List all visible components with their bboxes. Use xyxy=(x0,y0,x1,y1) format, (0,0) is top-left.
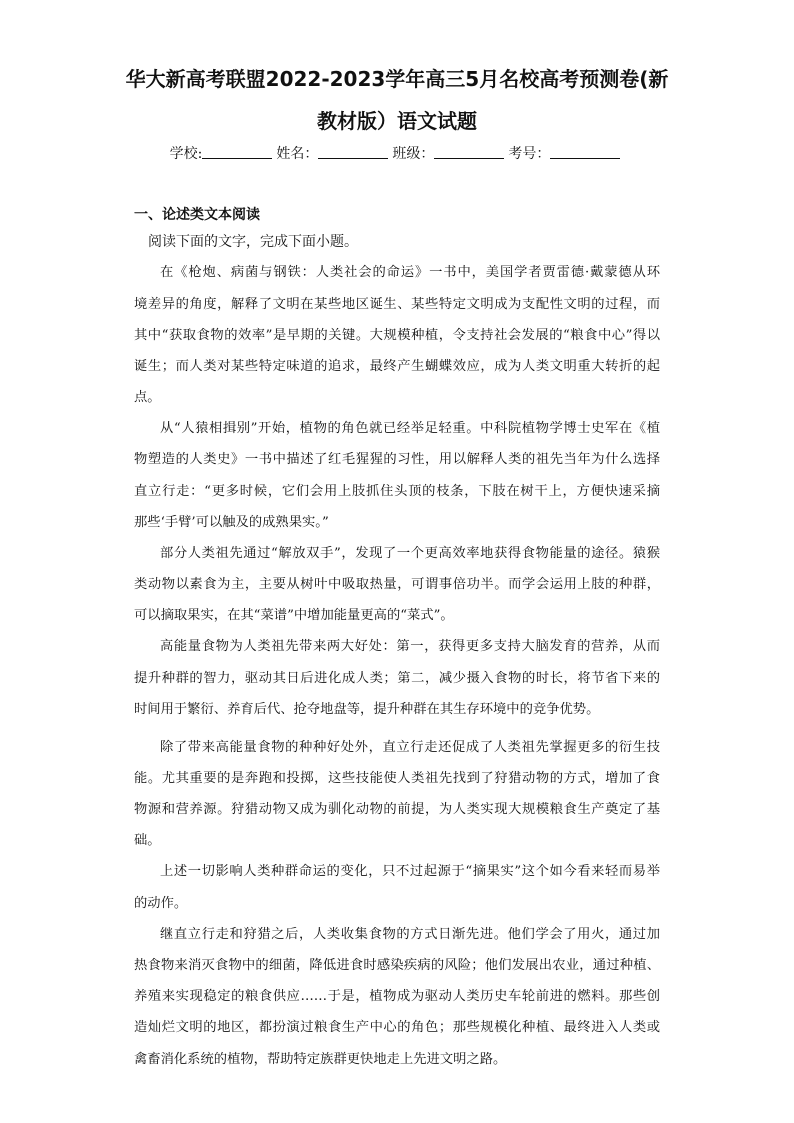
passage-line: 类动物以素食为主，主要从树叶中吸取热量，可谓事倍功半。而学会运用上肢的种群， xyxy=(134,577,660,592)
passage-line: 高能量食物为人类祖先带来两大好处：第一，获得更多支持大脑发育的营养，从而 xyxy=(160,639,660,654)
passage-line: 直立行走：“更多时候，它们会用上肢抓住头顶的枝条，下肢在树干上，方便快速采摘 xyxy=(134,484,660,499)
passage-line: 养殖来实现稳定的粮食供应……于是，植物成为驱动人类历史车轮前进的燃料。那些创 xyxy=(134,989,660,1004)
passage-line: 除了带来高能量食物的种种好处外，直立行走还促成了人类祖先掌握更多的衍生技 xyxy=(160,740,660,755)
passage-line: 点。 xyxy=(134,390,161,405)
class-label: 班级： xyxy=(392,146,435,162)
passage-line: 上述一切影响人类种群命运的变化，只不过起源于“摘果实”这个如今看来轻而易举 xyxy=(160,864,660,879)
number-label: 考号： xyxy=(508,146,551,162)
passage-line: 在《枪炮、病菌与钢铁：人类社会的命运》一书中，美国学者贾雷德·戴蒙德从环 xyxy=(160,265,660,280)
passage-line: 础。 xyxy=(134,833,161,848)
passage-line: 物源和营养源。狩猎动物又成为驯化动物的前提，为人类实现大规模粮食生产奠定了基 xyxy=(134,802,660,817)
passage-line: 从“人猿相揖别”开始，植物的角色就已经举足轻重。中科院植物学博士史军在《植 xyxy=(160,421,660,436)
exam-title-line-1: 华大新高考联盟2022-2023学年高三5月名校高考预测卷(新 xyxy=(125,67,669,91)
passage-line: 的动作。 xyxy=(134,896,188,911)
exam-title-line-2: 教材版）语文试题 xyxy=(317,109,477,133)
passage-line: 造灿烂文明的地区，都扮演过粮食生产中心的角色；那些规模化种植、最终进入人类或 xyxy=(134,1020,660,1035)
name-label: 姓名： xyxy=(276,146,319,162)
number-blank xyxy=(550,144,620,159)
passage-line: 继直立行走和狩猎之后，人类收集食物的方式日渐先进。他们学会了用火，通过加 xyxy=(160,927,660,942)
passage-line: 物塑造的人类史》一书中描述了红毛猩猩的习性，用以解释人类的祖先当年为什么选择 xyxy=(134,452,660,467)
passage-line: 那些‘手臂’可以触及的成熟果实。” xyxy=(134,515,329,530)
section-heading: 一、论述类文本阅读 xyxy=(134,207,260,223)
passage-line: 禽畜消化系统的植物，帮助特定族群更快地走上先进文明之路。 xyxy=(134,1052,507,1067)
passage-line: 境差异的角度，解释了文明在某些地区诞生、某些特定文明成为支配性文明的过程，而 xyxy=(134,297,660,312)
name-blank xyxy=(318,144,388,159)
reading-instruction: 阅读下面的文字，完成下面小题。 xyxy=(148,234,358,250)
passage-line: 诞生；而人类对某些特定味道的追求，最终产生蝴蝶效应，成为人类文明重大转折的起 xyxy=(134,359,660,374)
passage-line: 其中“获取食物的效率”是早期的关键。大规模种植，令支持社会发展的“粮食中心”得以 xyxy=(134,328,660,343)
school-blank xyxy=(202,144,272,159)
passage-line: 可以摘取果实，在其“菜谱”中增加能量更高的“菜式”。 xyxy=(134,608,454,623)
passage-line: 提升种群的智力，驱动其日后进化成人类；第二，减少摄入食物的时长，将节省下来的 xyxy=(134,671,660,686)
passage-line: 时间用于繁衍、养育后代、抢夺地盘等，提升种群在其生存环境中的竞争优势。 xyxy=(134,702,600,717)
passage-line: 部分人类祖先通过“解放双手”，发现了一个更高效率地获得食物能量的途径。猿猴 xyxy=(160,546,660,561)
student-info-row xyxy=(0,144,794,164)
class-blank xyxy=(434,144,504,159)
school-label: 学校: xyxy=(169,146,203,162)
passage-line: 能。尤其重要的是奔跑和投掷，这些技能使人类祖先找到了狩猎动物的方式，增加了食 xyxy=(134,771,660,786)
passage-line: 热食物来消灭食物中的细菌，降低进食时感染疾病的风险；他们发展出农业，通过种植、 xyxy=(134,958,660,973)
